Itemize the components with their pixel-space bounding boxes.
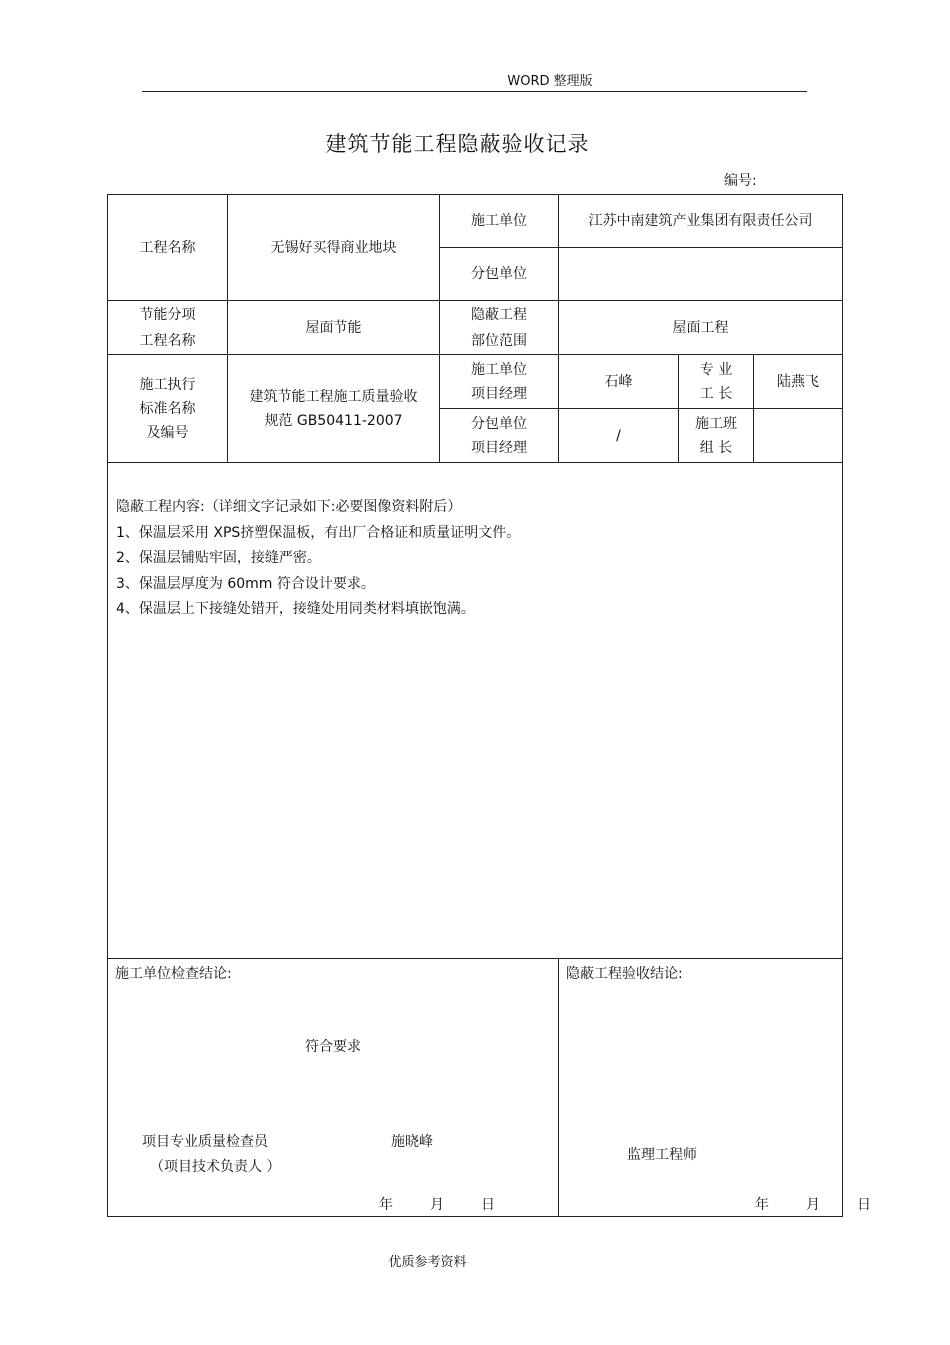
team-leader-label-text: 施工班组 长 xyxy=(695,415,737,456)
inspector-name: 施晓峰 xyxy=(391,1134,433,1150)
team-leader-value xyxy=(754,409,843,463)
contractor-value xyxy=(559,195,843,248)
content-item: 4、保温层上下接缝处错开，接缝处用同类材料填嵌饱满。 xyxy=(116,601,475,617)
supervisor-label: 监理工程师 xyxy=(627,1147,697,1163)
serial-number-label: 编号: xyxy=(724,173,757,189)
project-name-value: 无锡好买得商业地块 xyxy=(228,195,440,301)
contractor-value-text: 江苏中南建筑产业集团有限责任公司 xyxy=(588,213,813,229)
standard-value-text: 建筑节能工程施工质量验收规范 GB50411-2007 xyxy=(249,388,418,429)
contractor-pm-label xyxy=(440,355,559,409)
subcontractor-label: 分包单位 xyxy=(440,248,559,301)
hidden-scope-value: 屋面工程 xyxy=(559,301,843,355)
hidden-work-content xyxy=(108,463,843,959)
contractor-pm-value: 石峰 xyxy=(559,355,679,409)
subitem-label-text: 节能分项工程名称 xyxy=(139,306,196,349)
contractor-conclusion xyxy=(108,959,559,1217)
sub-pm-value: / xyxy=(559,409,679,463)
foreman-label-text: 专 业工 长 xyxy=(699,361,733,402)
sub-pm-label xyxy=(440,409,559,463)
record-form xyxy=(107,194,871,1217)
contractor-pm-label-text: 施工单位项目经理 xyxy=(471,361,527,402)
subitem-value: 屋面节能 xyxy=(228,301,440,355)
contractor-conclusion-label: 施工单位检查结论: xyxy=(115,966,232,982)
content-item: 1、保温层采用 XPS挤塑保温板，有出厂合格证和质量证明文件。 xyxy=(116,524,521,541)
team-leader-label xyxy=(679,409,754,463)
standard-label-text: 施工执行标准名称及编号 xyxy=(139,376,196,441)
contractor-conclusion-result: 符合要求 xyxy=(305,1039,361,1055)
content-item: 2、保温层铺贴牢固，接缝严密。 xyxy=(116,550,321,566)
project-name-label: 工程名称 xyxy=(108,195,228,301)
hidden-scope-label xyxy=(440,301,559,355)
hidden-scope-label-text: 隐蔽工程部位范围 xyxy=(471,306,527,349)
date-month: 月 xyxy=(806,1197,820,1213)
content-intro: 隐蔽工程内容:（详细文字记录如下:必要图像资料附后） xyxy=(116,499,462,515)
date-day: 日 xyxy=(857,1197,871,1213)
inspector-label-line2: （项目技术负责人 ） xyxy=(150,1159,281,1175)
page-header: WORD 整理版 xyxy=(507,74,593,89)
date-day: 日 xyxy=(481,1197,495,1213)
date-year: 年 xyxy=(755,1197,769,1213)
subitem-label xyxy=(108,301,228,355)
inspector-label xyxy=(142,1130,280,1180)
subcontractor-value xyxy=(559,248,843,301)
standard-label xyxy=(108,355,228,463)
date-month: 月 xyxy=(430,1197,444,1213)
header-divider xyxy=(142,91,807,92)
contractor-label: 施工单位 xyxy=(440,195,559,248)
document-title: 建筑节能工程隐蔽验收记录 xyxy=(325,132,590,156)
content-item: 3、保温层厚度为 60mm 符合设计要求。 xyxy=(116,575,375,592)
date-year: 年 xyxy=(379,1197,393,1213)
foreman-label xyxy=(679,355,754,409)
acceptance-conclusion xyxy=(559,959,871,1217)
inspector-label-line1: 项目专业质量检查员 xyxy=(142,1134,268,1150)
standard-value xyxy=(228,355,440,463)
sub-pm-label-text: 分包单位项目经理 xyxy=(471,415,527,456)
page-footer: 优质参考资料 xyxy=(388,1255,467,1270)
foreman-value: 陆燕飞 xyxy=(754,355,843,409)
acceptance-conclusion-label: 隐蔽工程验收结论: xyxy=(566,966,683,982)
